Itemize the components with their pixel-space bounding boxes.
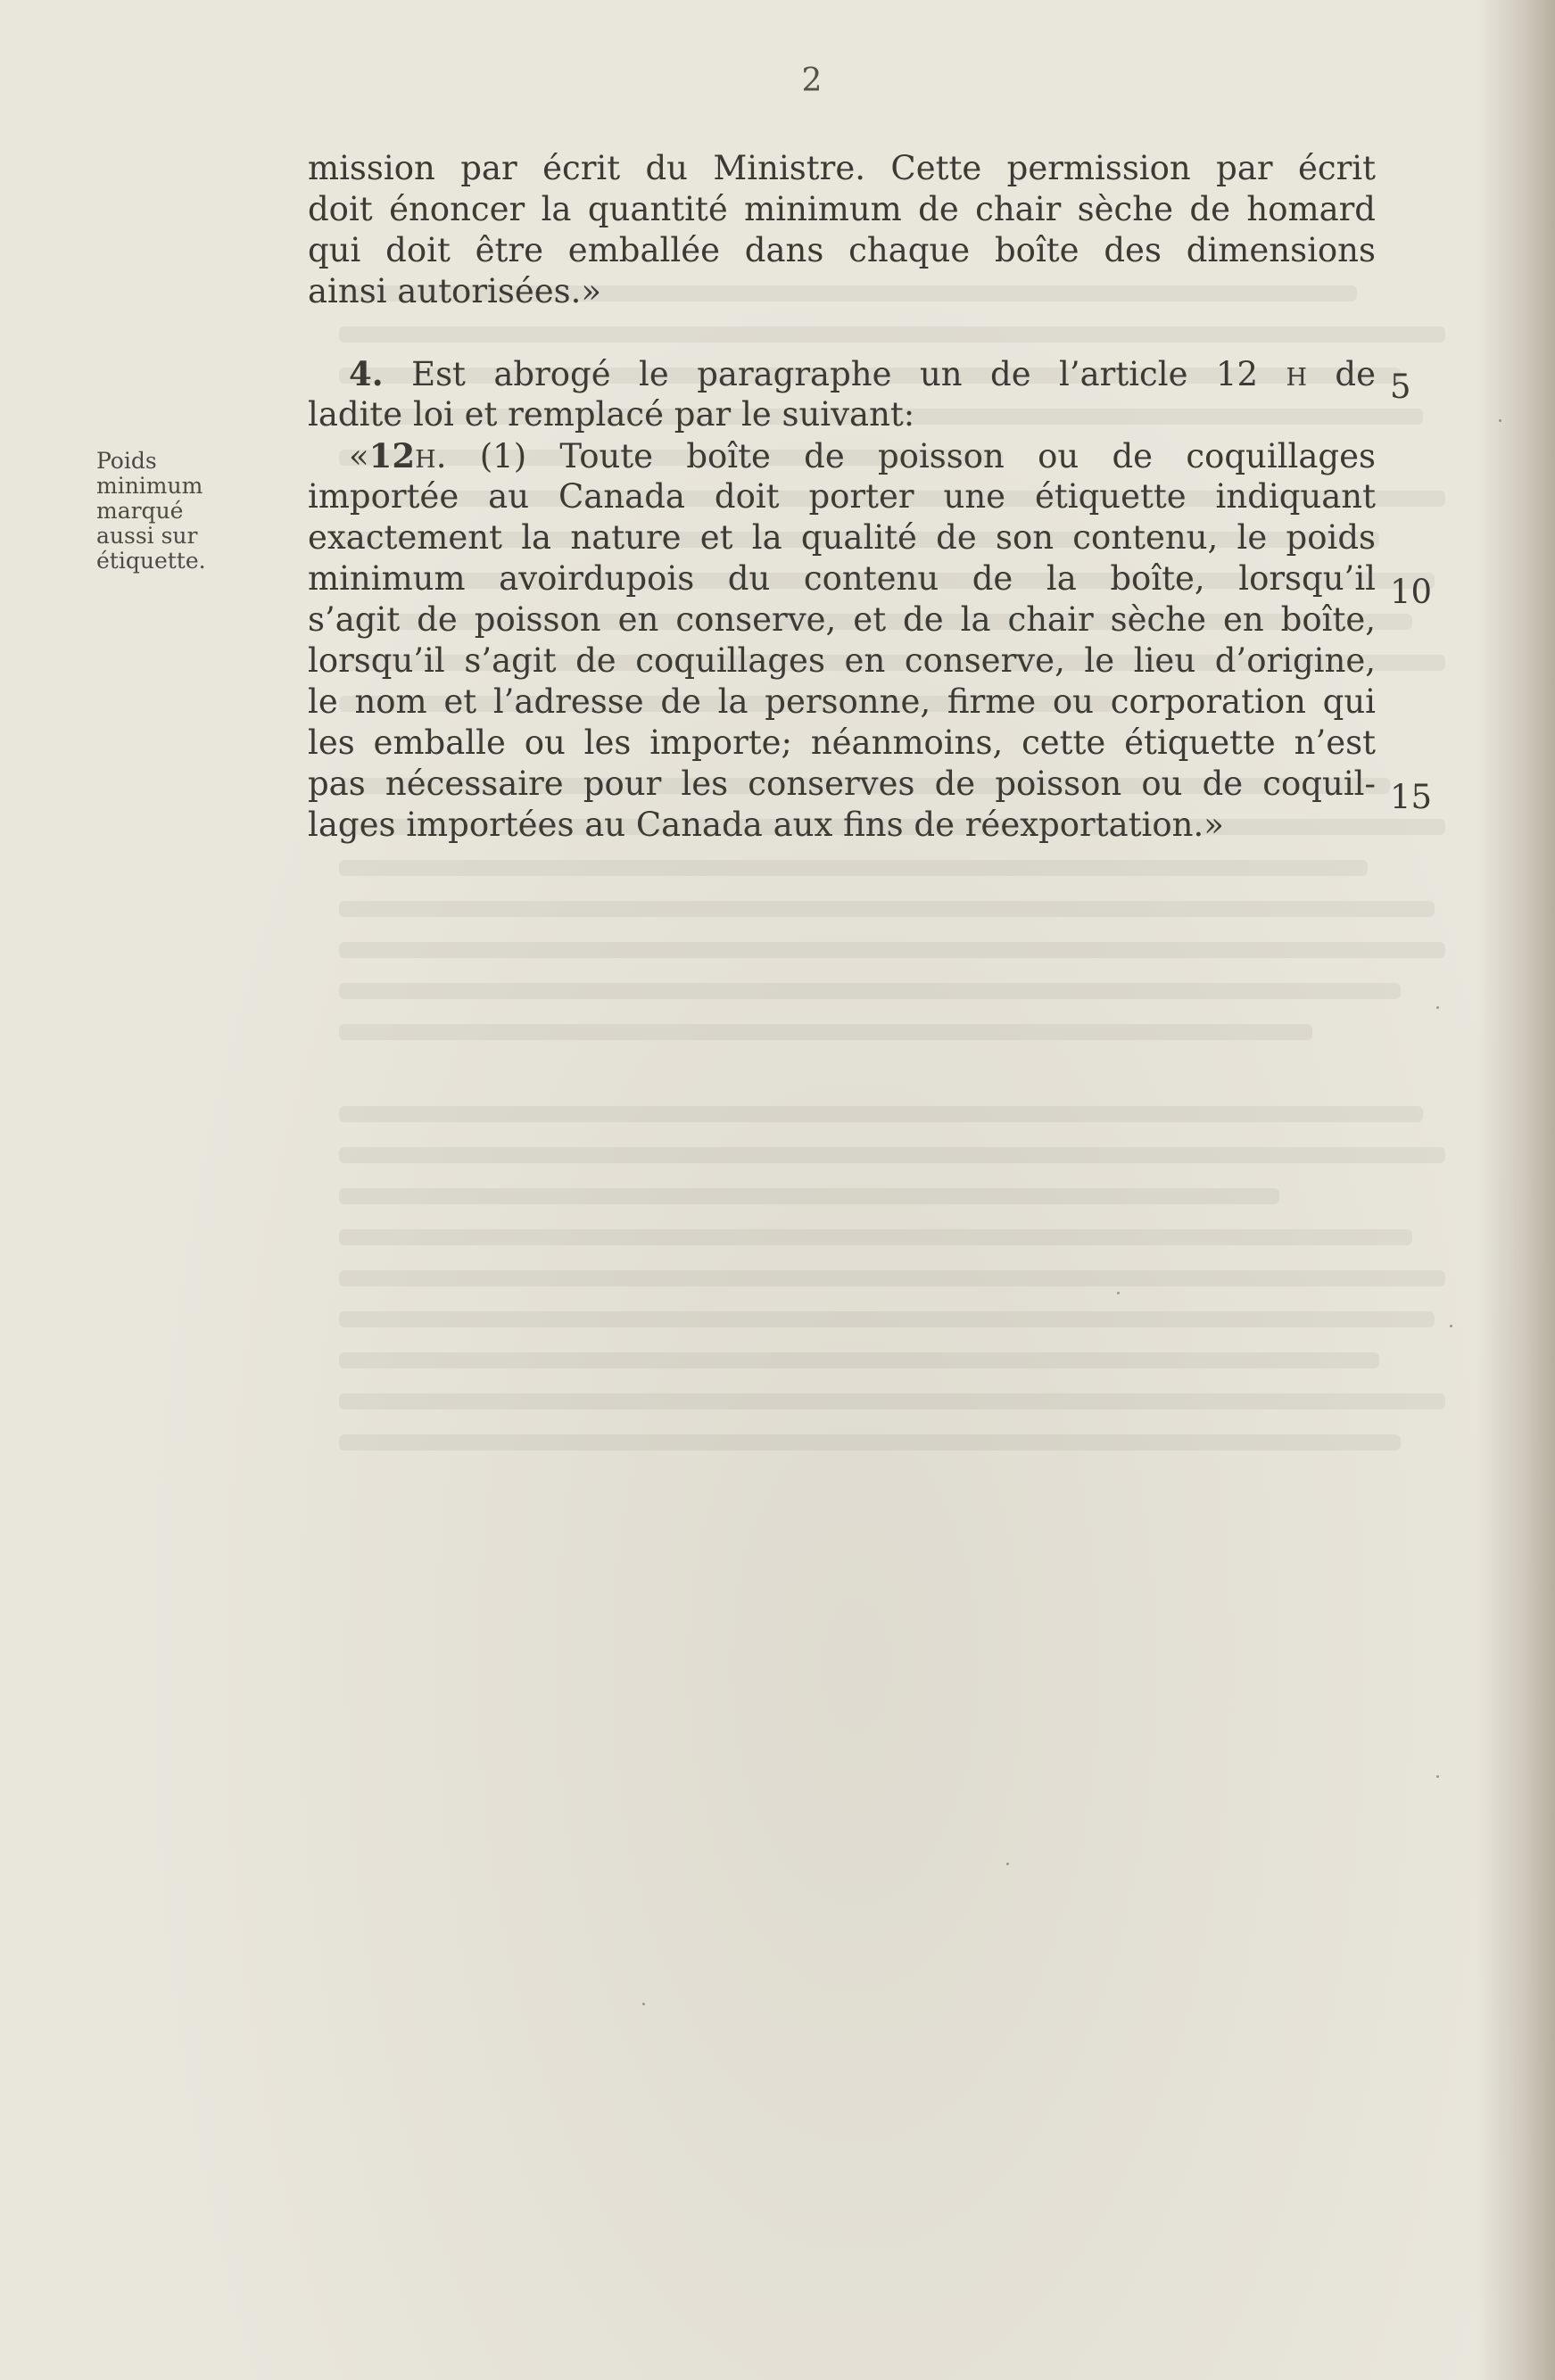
section-text-end: de [1335, 355, 1376, 393]
line-number: 15 [1390, 778, 1433, 816]
page-number: 2 [801, 62, 823, 99]
text-line: ladite loi et remplacé par le suivant: [308, 395, 915, 434]
text-line: mission par écrit du Ministre. Cette permission par écrit [308, 149, 1376, 187]
text-line: ainsi autorisées.» [308, 272, 602, 310]
text-line: doit énoncer la quantité minimum de chair sèche de homard [308, 190, 1376, 228]
text-line: le nom et l’adresse de la personne, firme ou corporation qui [308, 682, 1376, 721]
subsection-first-line [308, 435, 1376, 476]
section-number: 4. [349, 354, 384, 393]
subsection-suffix: H [415, 446, 436, 474]
text-line: lorsqu’il s’agit de coquillages en conserve, le lieu d’origine, [308, 641, 1376, 680]
margin-note-line: marqué [96, 498, 184, 524]
subsection-number: 12 [368, 436, 416, 475]
margin-note [96, 449, 275, 574]
margin-note-line: aussi sur [96, 523, 198, 549]
text-line: s’agit de poisson en conserve, et de la chair sèche en boîte, [308, 600, 1376, 639]
text-line: les emballe ou les importe; néanmoins, cette étiquette n’est [308, 723, 1376, 762]
margin-note-line: étiquette. [96, 548, 206, 574]
section-smallcaps: H [1286, 364, 1307, 392]
section-4-first-line [308, 353, 1376, 394]
line-number: 5 [1390, 368, 1411, 406]
paragraph-gap [308, 312, 1376, 353]
line-number: 10 [1390, 573, 1433, 611]
text-line: minimum avoirdupois du contenu de la boîte, lorsqu’il [308, 559, 1376, 598]
body-text [308, 148, 1376, 846]
quote-open: « [349, 437, 369, 475]
subsection-text: . (1) Toute boîte de poisson ou de coquillages [435, 437, 1376, 475]
text-line: lages importées au Canada aux fins de réexportation.» [308, 806, 1224, 844]
margin-note-line: minimum [96, 473, 203, 499]
text-line: importée au Canada doit porter une étiquette indiquant [308, 477, 1376, 516]
text-line: pas nécessaire pour les conserves de poisson ou de coquil- [308, 764, 1376, 803]
text-line: qui doit être emballée dans chaque boîte des dimensions [308, 231, 1376, 269]
margin-note-line: Poids [96, 448, 157, 474]
section-text: Est abrogé le paragraphe un de l’article 12 [411, 355, 1259, 393]
text-line: exactement la nature et la qualité de son contenu, le poids [308, 518, 1376, 557]
